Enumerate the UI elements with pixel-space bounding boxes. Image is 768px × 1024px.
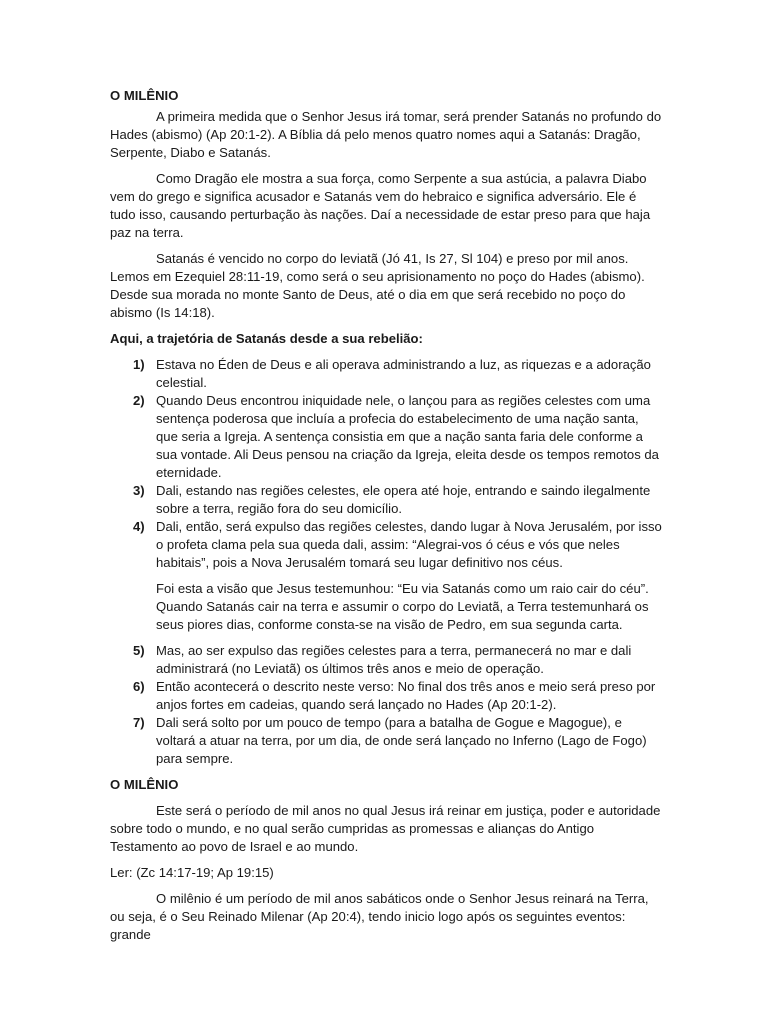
vision-note: Foi esta a visão que Jesus testemunhou: “Eu via Satanás como um raio cair do céu”. Quando Satanás cair na terra e assumir o corpo do Leviatã, a Terra testemunhará os seus piores dias, conforme consta-se na visão de Pedro, em sua segunda carta. (156, 581, 649, 632)
list-item (110, 714, 662, 768)
document-page (110, 87, 662, 952)
list-item-number: 6) (133, 679, 145, 694)
leviathan-paragraph: Satanás é vencido no corpo do leviatã (Jó 41, Is 27, Sl 104) e preso por mil anos. Lemos em Ezequiel 28:11-19, como será o seu aprisionamento no poço do Hades (abismo). Desde sua morada no monte Santo de Deus, até o dia em que será recebido no poço do abismo (Is 14:18). (110, 251, 645, 320)
list-item (110, 356, 662, 392)
list-item-text: Mas, ao ser expulso das regiões celestes para a terra, permanecerá no mar e dali administrará (no Leviatã) os últimos três anos e meio de operação. (156, 643, 632, 676)
list-item-number: 1) (133, 357, 145, 372)
list-item (110, 678, 662, 714)
list-item-number: 5) (133, 643, 145, 658)
final-paragraph: O milênio é um período de mil anos sabáticos onde o Senhor Jesus reinará na Terra, ou seja, é o Seu Reinado Milenar (Ap 20:4), tendo inicio logo após os seguintes eventos: grande (110, 891, 649, 942)
list-item-text: Dali, então, será expulso das regiões celestes, dando lugar à Nova Jerusalém, por isso o profeta clama pela sua queda dali, assim: “Alegrai-vos ó céus e vós que neles habitais”, pois a Nova Jerusalém tomará seu lugar definitivo nos céus. (156, 519, 662, 570)
list-item-text: Então acontecerá o descrito neste verso: No final dos três anos e meio será preso por anjos fortes em cadeias, quando será lançado no Hades (Ap 20:1-2). (156, 679, 656, 712)
list-item (110, 392, 662, 482)
list-item-number: 2) (133, 393, 145, 408)
names-paragraph: Como Dragão ele mostra a sua força, como Serpente a sua astúcia, a palavra Diabo vem do grego e significa acusador e Satanás vem do hebraico e significa adversário. Ele é tudo isso, causando perturbação às nações. Daí a necessidade de estar preso para que haja paz na terra. (110, 171, 651, 240)
list-item-text: Dali será solto por um pouco de tempo (para a batalha de Gogue e Magogue), e voltará a atuar na terra, por um dia, de onde será lançado no Inferno (Lago de Fogo) para sempre. (156, 715, 647, 766)
list-item-number: 4) (133, 519, 145, 534)
list-item (110, 482, 662, 518)
read-reference: Ler: (Zc 14:17-19; Ap 19:15) (110, 865, 274, 880)
list-item-number: 3) (133, 483, 145, 498)
list-item-text: Quando Deus encontrou iniquidade nele, o lançou para as regiões celestes com uma sentença poderosa que incluía a profecia do estabelecimento de uma nação santa, que seria a Igreja. A sentença consistia em que a nação santa faria dele conforme a sua vontade. Ali Deus pensou na criação da Igreja, eleita desde os tempos remotos da eternidade. (156, 393, 659, 480)
trajectory-list-part1 (110, 356, 662, 572)
intro-paragraph: A primeira medida que o Senhor Jesus irá tomar, será prender Satanás no profundo do Hades (abismo) (Ap 20:1-2). A Bíblia dá pelo menos quatro nomes aqui a Satanás: Dragão, Serpente, Diabo e Satanás. (110, 109, 662, 160)
second-section-title: O MILÊNIO (110, 777, 179, 792)
list-item-text: Estava no Éden de Deus e ali operava administrando a luz, as riquezas e a adoração celestial. (156, 357, 651, 390)
list-item (110, 518, 662, 572)
millennium-paragraph: Este será o período de mil anos no qual Jesus irá reinar em justiça, poder e autoridade sobre todo o mundo, e no qual serão cumpridas as promessas e alianças do Antigo Testamento ao povo de Israel e ao mundo. (110, 803, 661, 854)
list-item-text: Dali, estando nas regiões celestes, ele opera até hoje, entrando e saindo ilegalmente sobre a terra, região fora do seu domicílio. (156, 483, 651, 516)
list-item (110, 642, 662, 678)
section-title: O MILÊNIO (110, 88, 179, 103)
list-item-number: 7) (133, 715, 145, 730)
trajectory-heading: Aqui, a trajetória de Satanás desde a sua rebelião: (110, 331, 423, 346)
trajectory-list-part2 (110, 642, 662, 768)
